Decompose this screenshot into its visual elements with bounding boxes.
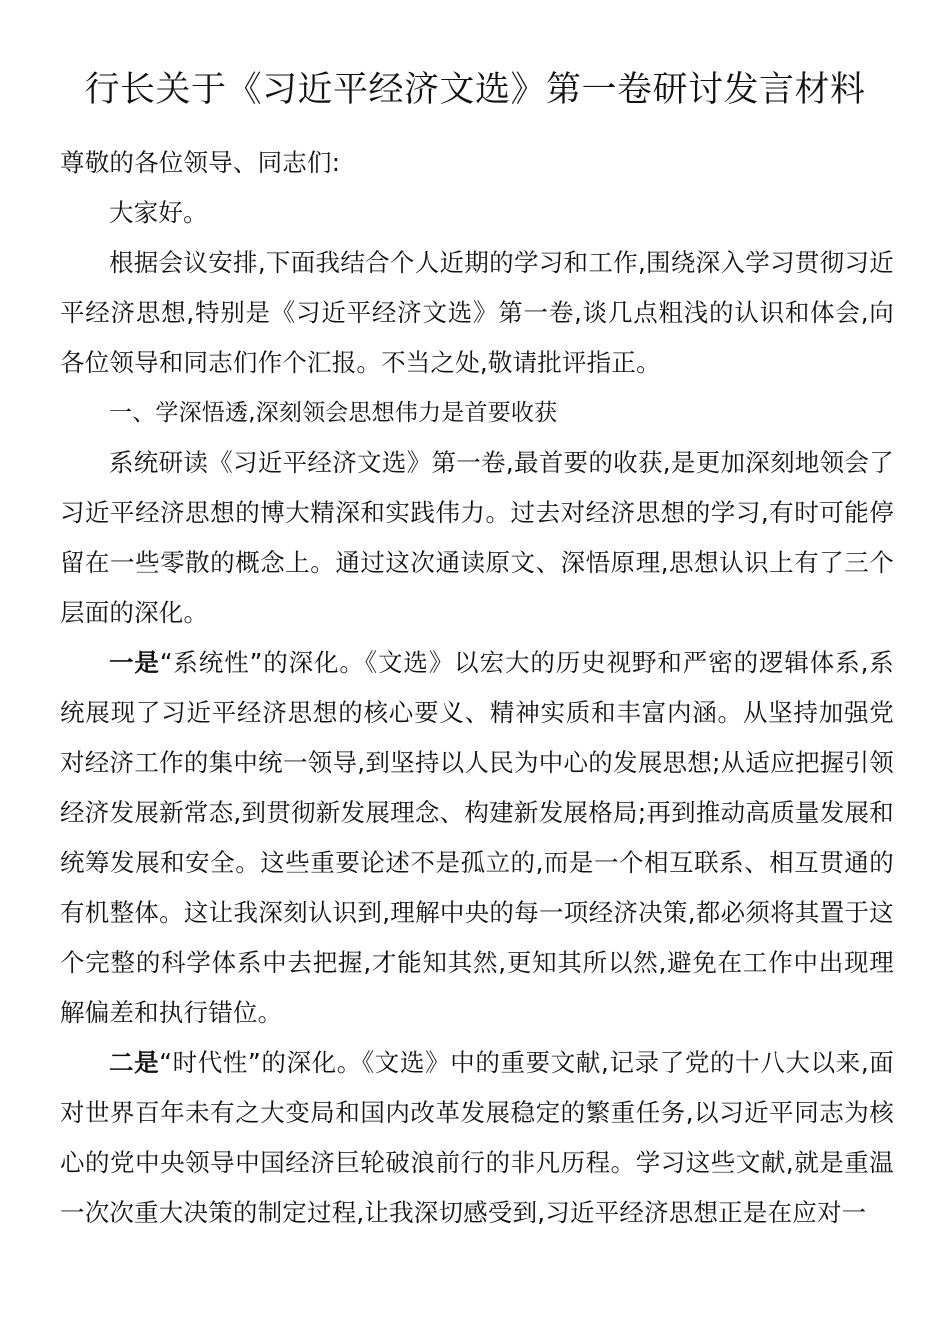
point-2-text: “时代性”的深化。《文选》中的重要文献,记录了党的十八大以来,面对世界百年未有之大变局和国内改革发展稳定的繁重任务,以习近平同志为核心的党中央领导中国经济巨轮破浪前行的非凡历程。学习这些文献,就是重温一次次重大决策的制定过程,让我深切感受到,习近平经济思想正是在应对一	[60, 1048, 894, 1227]
intro-paragraph: 根据会议安排,下面我结合个人近期的学习和工作,围绕深入学习贯彻习近平经济思想,特别是《习近平经济文选》第一卷,谈几点粗浅的认识和体会,向各位领导和同志们作个汇报。不当之处,敬请批评指正。	[60, 248, 894, 377]
point-2-paragraph	[60, 1038, 894, 1238]
greeting: 大家好。	[109, 198, 208, 227]
salutation: 尊敬的各位领导、同志们:	[60, 148, 341, 177]
point-1-paragraph	[60, 638, 894, 1038]
section-1-heading: 一、学深悟透,深刻领会思想伟力是首要收获	[109, 400, 558, 426]
point-1-lead: 一是	[109, 648, 160, 677]
point-2-lead: 二是	[109, 1048, 160, 1077]
point-1-text: “系统性”的深化。《文选》以宏大的历史视野和严密的逻辑体系,系统展现了习近平经济思想的核心要义、精神实质和丰富内涵。从坚持加强党对经济工作的集中统一领导,到坚持以人民为中心的发展思想;从适应把握引领经济发展新常态,到贯彻新发展理念、构建新发展格局;再到推动高质量发展和统筹发展和安全。这些重要论述不是孤立的,而是一个相互联系、相互贯通的有机整体。这让我深刻认识到,理解中央的每一项经济决策,都必须将其置于这个完整的科学体系中去把握,才能知其然,更知其所以然,避免在工作中出现理解偏差和执行错位。	[60, 648, 894, 1027]
document-body	[60, 138, 894, 1238]
section-1-paragraph: 系统研读《习近平经济文选》第一卷,最首要的收获,是更加深刻地领会了习近平经济思想的博大精深和实践伟力。过去对经济思想的学习,有时可能停留在一些零散的概念上。通过这次通读原文、深悟原理,思想认识上有了三个层面的深化。	[60, 448, 894, 627]
document-title: 行长关于《习近平经济文选》第一卷研讨发言材料	[84, 70, 866, 110]
